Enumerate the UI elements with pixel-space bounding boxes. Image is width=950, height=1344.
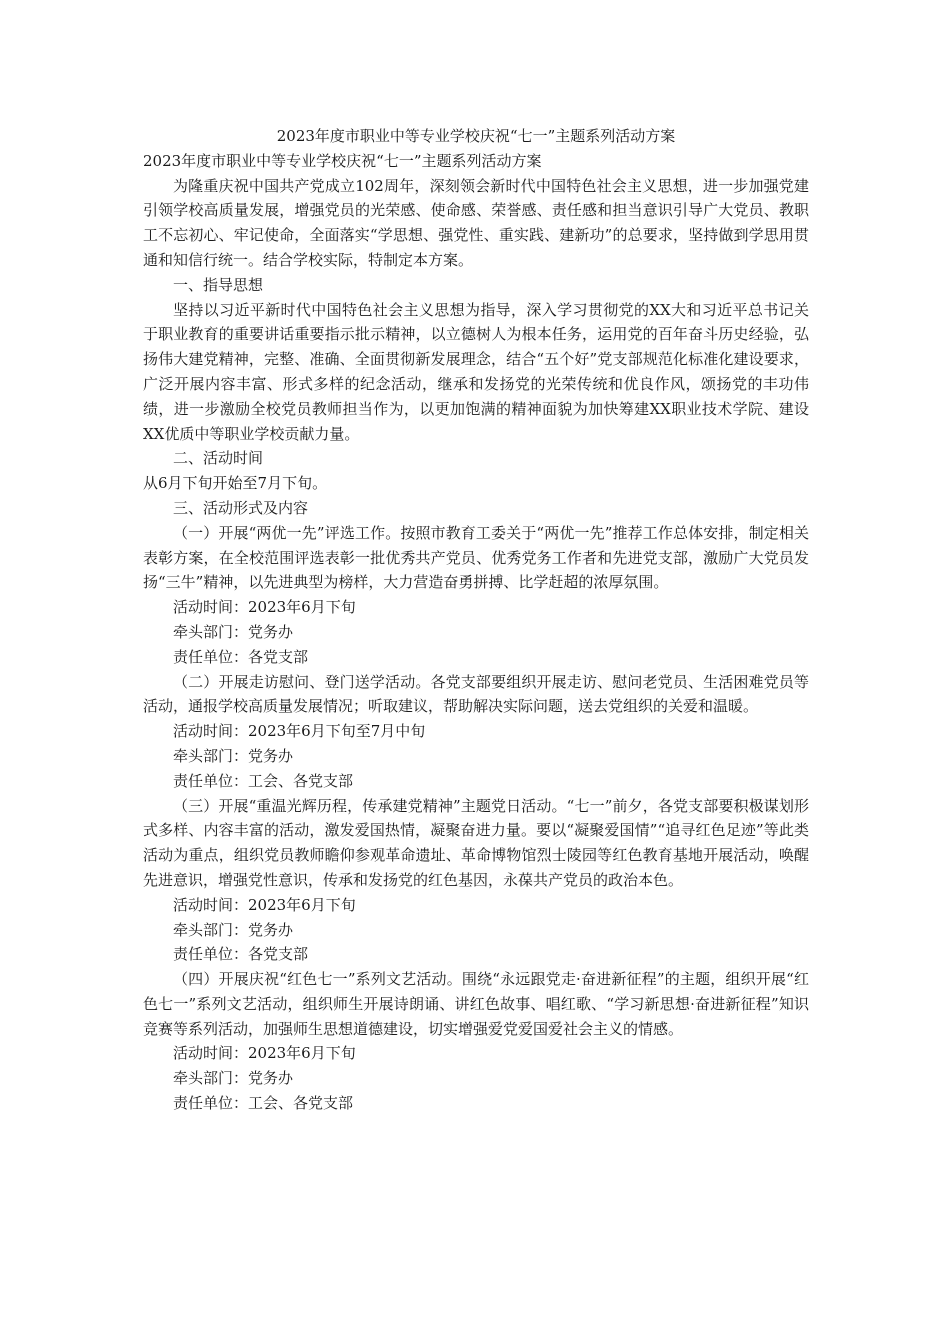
section-paragraph: 从6月下旬开始至7月下旬。 (143, 474, 328, 493)
activity-time: 活动时间：2023年6月下旬 (173, 598, 356, 617)
activity-time: 活动时间：2023年6月下旬至7月中旬 (173, 722, 426, 741)
document-body (143, 124, 809, 1116)
activity-time: 活动时间：2023年6月下旬 (173, 895, 356, 914)
activity-lead-dept: 牵头部门：党务办 (173, 622, 294, 641)
document-subtitle: 2023年度市职业中等专业学校庆祝“七一”主题系列活动方案 (143, 151, 542, 170)
activity-paragraph: （一）开展“两优一先”评选工作。按照市教育工委关于“两优一先”推荐工作总体安排，制定相关表彰方案，在全校范围评选表彰一批优秀共产党员、优秀党务工作者和先进党支部，激励广大党员发扬“三牛”精神，以先进典型为榜样，大力营造奋勇拼搏、比学赶超的浓厚氛围。 (143, 523, 809, 592)
intro-paragraph: 为隆重庆祝中国共产党成立102周年，深刻领会新时代中国特色社会主义思想，进一步加强党建引领学校高质量发展，增强党员的光荣感、使命感、荣誉感、责任感和担当意识引导广大党员、教职工不忘初心、牢记使命，全面落实“学思想、强党性、重实践、建新功”的总要求，坚持做到学思用贯通和知信行统一。结合学校实际，特制定本方案。 (143, 176, 809, 269)
activity-lead-dept: 牵头部门：党务办 (173, 1069, 294, 1088)
section-paragraph: 坚持以习近平新时代中国特色社会主义思想为指导，深入学习贯彻党的XX大和习近平总书记关于职业教育的重要讲话重要指示批示精神，以立德树人为根本任务，运用党的百年奋斗历史经验，弘扬伟大建党精神，完整、准确、全面贯彻新发展理念，结合“五个好”党支部规范化标准化建设要求，广泛开展内容丰富、形式多样的纪念活动，继承和发扬党的光荣传统和优良作风，颂扬党的丰功伟绩，进一步激励全校党员教师担当作为，以更加饱满的精神面貌为加快筹建XX职业技术学院、建设XX优质中等职业学校贡献力量。 (143, 300, 809, 443)
activity-responsible-unit: 责任单位：工会、各党支部 (173, 1094, 354, 1113)
section-heading: 二、活动时间 (173, 449, 264, 468)
activity-time: 活动时间：2023年6月下旬 (173, 1044, 356, 1063)
activity-lead-dept: 牵头部门：党务办 (173, 920, 294, 939)
activity-lead-dept: 牵头部门：党务办 (173, 746, 294, 765)
section-heading: 一、指导思想 (173, 275, 264, 294)
activity-responsible-unit: 责任单位：各党支部 (173, 945, 309, 964)
activity-responsible-unit: 责任单位：各党支部 (173, 647, 309, 666)
activity-paragraph: （三）开展“重温光辉历程，传承建党精神”主题党日活动。“七一”前夕，各党支部要积极谋划形式多样、内容丰富的活动，激发爱国热情，凝聚奋进力量。要以“凝聚爱国情”“追寻红色足迹”等此类活动为重点，组织党员教师瞻仰参观革命遗址、革命博物馆烈士陵园等红色教育基地开展活动，唤醒先进意识，增强党性意识，传承和发扬党的红色基因，永葆共产党员的政治本色。 (143, 796, 809, 889)
activity-responsible-unit: 责任单位：工会、各党支部 (173, 771, 354, 790)
activity-paragraph: （四）开展庆祝“红色七一”系列文艺活动。围绕“永远跟党走·奋进新征程”的主题，组织开展“红色七一”系列文艺活动，组织师生开展诗朗诵、讲红色故事、唱红歌、“学习新思想·奋进新征程”知识竞赛等系列活动，加强师生思想道德建设，切实增强爱党爱国爱社会主义的情感。 (143, 970, 809, 1038)
activity-paragraph: （二）开展走访慰问、登门送学活动。各党支部要组织开展走访、慰问老党员、生活困难党员等活动，通报学校高质量发展情况；听取建议，帮助解决实际问题，送去党组织的关爱和温暖。 (143, 672, 809, 716)
document-title: 2023年度市职业中等专业学校庆祝“七一”主题系列活动方案 (276, 127, 676, 145)
section-heading: 三、活动形式及内容 (173, 498, 309, 517)
